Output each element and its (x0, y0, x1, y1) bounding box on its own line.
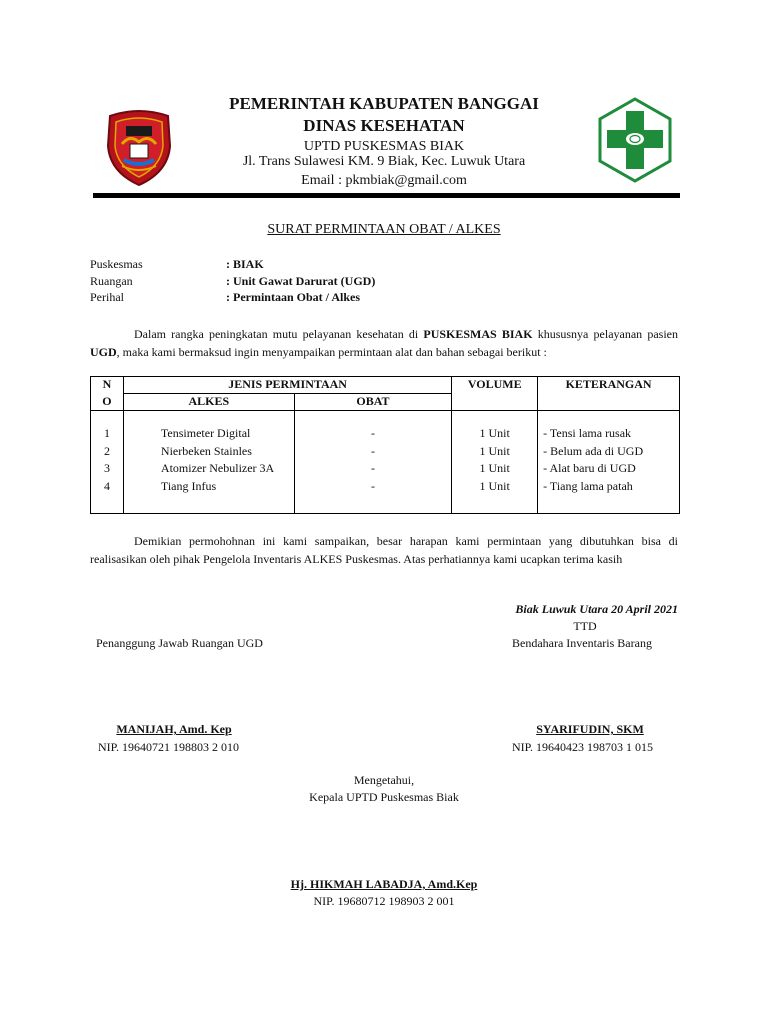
table-row-no: 1 (103, 426, 110, 440)
center-signer-role: Kepala UPTD Puskesmas Biak (309, 790, 459, 804)
table-row-volume: 1 Unit (479, 443, 510, 458)
kop-email: Email : pkmbiak@gmail.com (301, 173, 467, 188)
cell-alkes (123, 411, 294, 514)
info-value-ruangan: : Unit Gawat Darurat (UGD) (226, 274, 376, 288)
info-label-ruangan: Ruangan (90, 274, 133, 288)
ttd-label: TTD (573, 619, 597, 633)
kop-address: Jl. Trans Sulawesi KM. 9 Biak, Kec. Luwuk Utara (242, 154, 526, 169)
info-value-perihal: : Permintaan Obat / Alkes (226, 290, 360, 304)
closing-paragraph: Demikian permohohnan ini kami sampaikan, besar harapan kami permintaan yang dibutuhkan bisa di realisasikan oleh pihak Pengelola Inventaris ALKES Puskesmas. Atas perhatiannya kami ucapkan terima kasih (90, 534, 678, 566)
kop-government: PEMERINTAH KABUPATEN BANGGAI (229, 94, 539, 113)
info-value-puskesmas: : BIAK (226, 257, 264, 271)
table-row-volume: 1 Unit (479, 426, 510, 440)
letterhead-divider (93, 193, 680, 198)
left-signer-name: MANIJAH, Amd. Kep (116, 722, 232, 736)
col-no-header-bottom: O (91, 394, 124, 411)
kop-department: DINAS KESEHATAN (303, 116, 465, 135)
col-keterangan-header: KETERANGAN (538, 377, 680, 411)
table-row-volume: 1 Unit (479, 478, 510, 493)
table-row-alkes: Atomizer Nebulizer 3A (160, 461, 275, 475)
col-alkes-header: ALKES (123, 394, 294, 411)
cell-volume (452, 411, 538, 514)
table-row-no: 4 (103, 478, 110, 493)
table-row-keterangan: - Belum ada di UGD (543, 443, 644, 458)
cell-no (91, 411, 124, 514)
center-signer-nip: NIP. 19680712 198903 2 001 (313, 894, 455, 908)
left-signer-nip: NIP. 19640721 198803 2 010 (98, 740, 240, 754)
col-no-header-top: N (91, 377, 124, 394)
table-row-no: 2 (103, 443, 110, 458)
table-row-alkes: Tensimeter Digital (160, 426, 251, 440)
table-row-obat: - (370, 478, 375, 493)
center-signer-name: Hj. HIKMAH LABADJA, Amd.Kep (290, 877, 478, 891)
left-signer-role: Penanggung Jawab Ruangan UGD (96, 636, 263, 650)
table-row-keterangan: - Tensi lama rusak (543, 426, 632, 440)
info-label-perihal: Perihal (90, 290, 124, 304)
request-table (90, 376, 680, 514)
col-jenis-header: JENIS PERMINTAAN (123, 377, 451, 394)
table-row-no: 3 (103, 461, 110, 475)
table-row-obat: - (370, 461, 375, 475)
table-row-obat: - (370, 426, 375, 440)
cell-keterangan (538, 411, 680, 514)
table-row-alkes: Tiang Infus (160, 478, 217, 493)
table-row-alkes: Nierbeken Stainles (160, 443, 252, 458)
right-signer-nip: NIP. 19640423 198703 1 015 (512, 740, 654, 754)
info-label-puskesmas: Puskesmas (90, 257, 143, 271)
table-row-volume: 1 Unit (479, 461, 510, 475)
table-row-keterangan: - Alat baru di UGD (543, 461, 636, 475)
letter-title: SURAT PERMINTAAN OBAT / ALKES (267, 222, 501, 237)
col-volume-header: VOLUME (452, 377, 538, 411)
place-date: Biak Luwuk Utara 20 April 2021 (515, 602, 678, 616)
cell-obat (294, 411, 452, 514)
acknowledged-label: Mengetahui, (353, 773, 415, 787)
table-row-keterangan: - Tiang lama patah (543, 478, 633, 493)
right-signer-name: SYARIFUDIN, SKM (536, 722, 644, 736)
intro-paragraph: Dalam rangka peningkatan mutu pelayanan kesehatan di PUSKESMAS BIAK khususnya pelayanan pasien UGD, maka kami bermaksud ingin menyampaikan permintaan alat dan bahan sebagai berikut : (90, 327, 678, 359)
kop-unit: UPTD PUSKESMAS BIAK (303, 139, 465, 154)
col-obat-header: OBAT (294, 394, 452, 411)
right-signer-role: Bendahara Inventaris Barang (512, 636, 652, 650)
table-row-obat: - (370, 443, 375, 458)
